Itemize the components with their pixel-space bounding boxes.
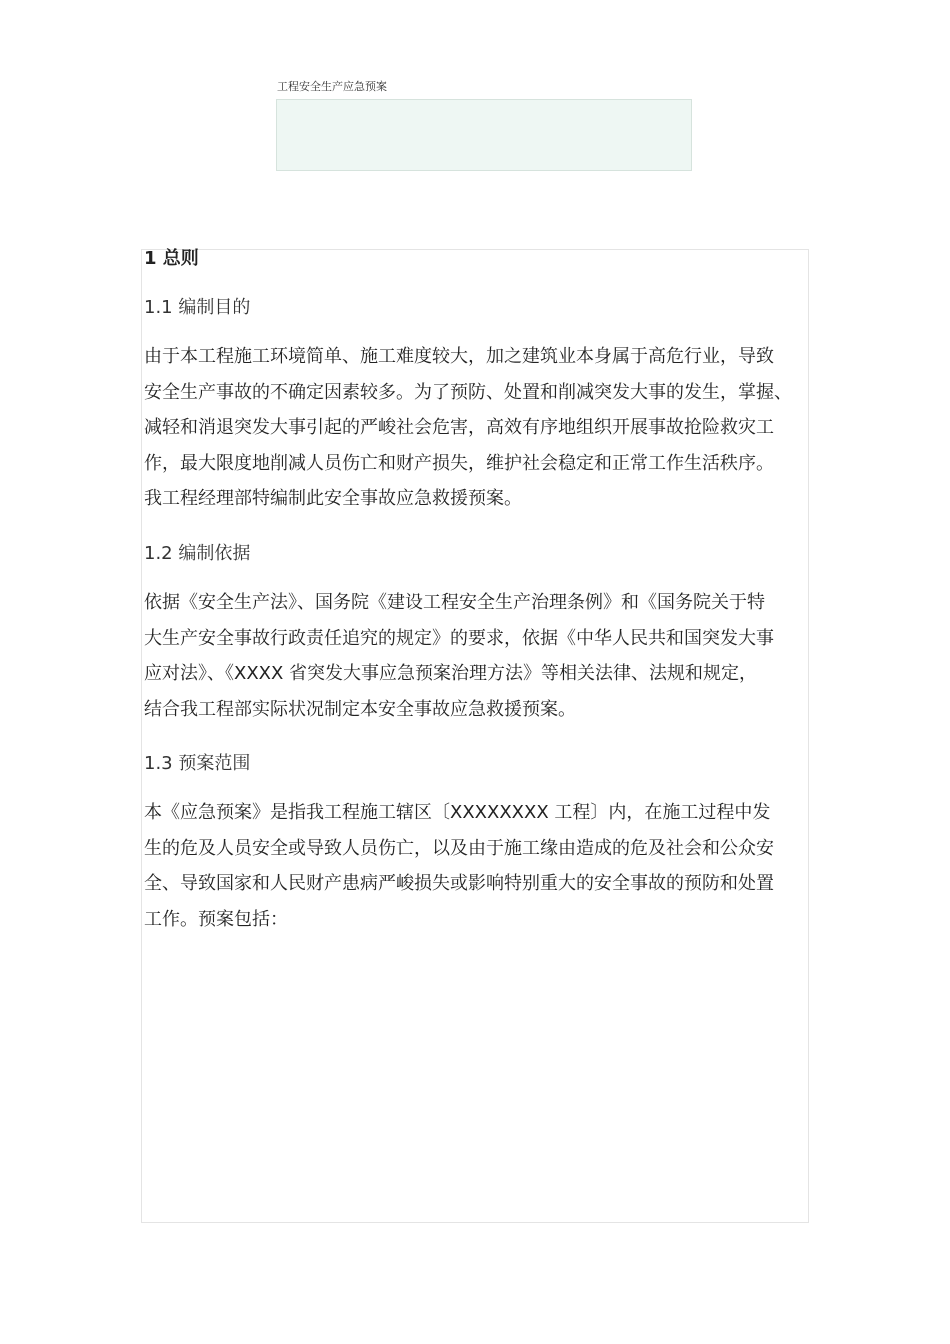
section-1-1-heading: 1.1 编制目的: [144, 297, 251, 318]
paragraph-line: 安全生产事故的不确定因素较多。为了预防、处置和削减突发大事的发生，掌握、: [144, 381, 792, 403]
paragraph-line: 由于本工程施工环境简单、施工难度较大，加之建筑业本身属于高危行业，导致: [144, 346, 774, 367]
paragraph-line: 我工程经理部特编制此安全事故应急救援预案。: [144, 488, 522, 509]
paragraph-line: 工作。预案包括：: [144, 908, 288, 930]
section-1-3-paragraph: [144, 795, 824, 937]
header-banner-box: [276, 99, 692, 171]
section-1-2-heading: 1.2 编制依据: [144, 543, 251, 564]
page-header-title: 工程安全生产应急预案: [277, 80, 387, 93]
paragraph-line: 依据《安全生产法》、国务院《建设工程安全生产治理条例》和《国务院关于特: [144, 592, 765, 613]
paragraph-line: 大生产安全事故行政责任追究的规定》的要求，依据《中华人民共和国突发大事: [144, 627, 774, 649]
paragraph-line: 结合我工程部实际状况制定本安全事故应急救援预案。: [144, 698, 576, 720]
section-1-1-paragraph: [144, 339, 824, 517]
paragraph-line: 应对法》、《XXXX 省突发大事应急预案治理方法》等相关法律、法规和规定，: [144, 663, 758, 684]
paragraph-line: 减轻和消退突发大事引起的严峻社会危害，高效有序地组织开展事故抢险救灾工: [144, 417, 774, 438]
section-1-2-paragraph: [144, 585, 824, 727]
section-1-title: 1 总则: [144, 248, 199, 269]
paragraph-line: 本《应急预案》是指我工程施工辖区〔XXXXXXXX 工程〕内，在施工过程中发: [144, 802, 771, 823]
paragraph-line: 生的危及人员安全或导致人员伤亡，以及由于施工缘由造成的危及社会和公众安: [144, 837, 774, 859]
section-1-3-heading: 1.3 预案范围: [144, 753, 251, 774]
paragraph-line: 全、导致国家和人民财产患病严峻损失或影响特别重大的安全事故的预防和处置: [144, 873, 774, 894]
paragraph-line: 作，最大限度地削减人员伤亡和财产损失，维护社会稳定和正常工作生活秩序。: [144, 452, 774, 474]
